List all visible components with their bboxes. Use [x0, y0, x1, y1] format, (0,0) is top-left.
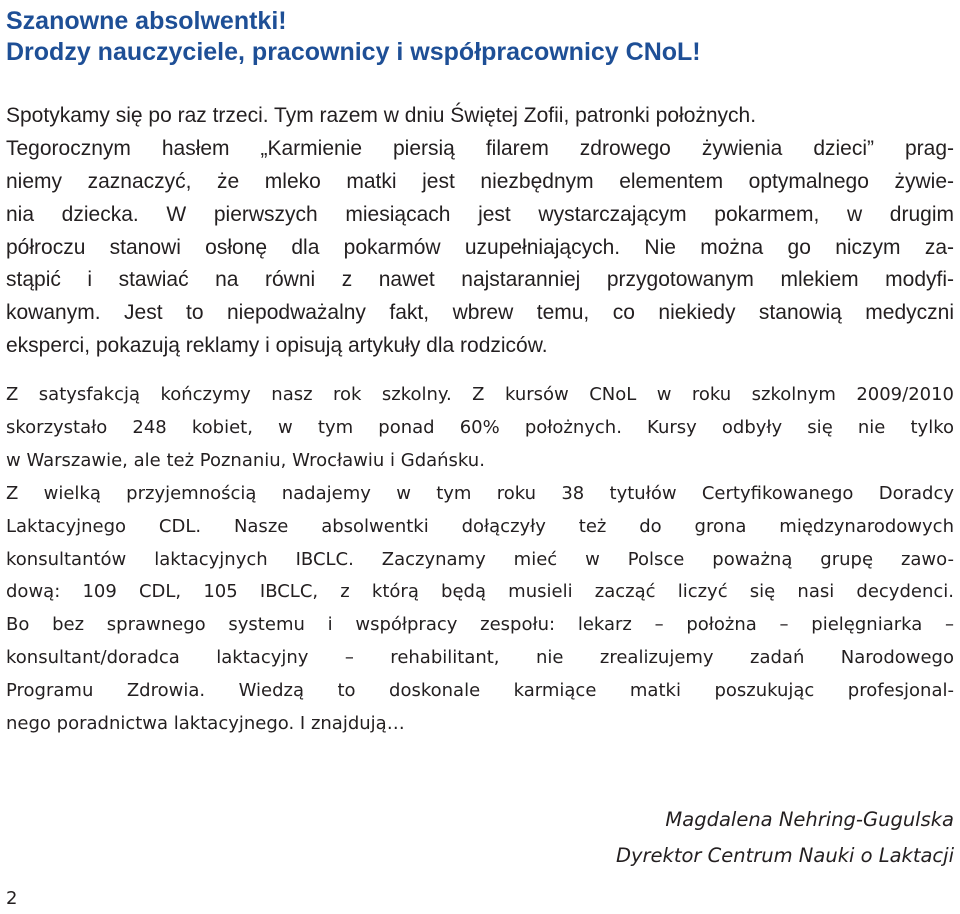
text-line: Bo bez sprawnego systemu i współpracy zespołu: lekarz – położna – pielęgniarka – [6, 614, 954, 636]
text-line: konsultantów laktacyjnych IBCLC. Zaczynamy mieć w Polsce poważną grupę zawo- [6, 548, 954, 570]
text-line: Tegorocznym hasłem „Karmienie piersią filarem zdrowego żywienia dzieci” prag- [6, 136, 954, 160]
greeting-line-1: Szanowne absolwentki! [6, 7, 287, 35]
text-line: dową: 109 CDL, 105 IBCLC, z którą będą musieli zacząć liczyć się nasi decydenci. [6, 581, 954, 603]
text-line: niemy zaznaczyć, że mleko matki jest niezbędnym elementem optymalnego żywie- [6, 169, 954, 193]
page-number: 2 [6, 888, 18, 909]
text-line: w Warszawie, ale też Poznaniu, Wrocławiu i Gdańsku. [6, 449, 485, 471]
greeting-line-2: Drodzy nauczyciele, pracownicy i współpracownicy CNoL! [6, 38, 701, 66]
text-line: półroczu stanowi osłonę dla pokarmów uzupełniających. Nie można go niczym za- [6, 235, 954, 259]
paragraph-1 [6, 100, 954, 363]
text-line: Laktacyjnego CDL. Nasze absolwentki dołączyły też do grona międzynarodowych [6, 515, 954, 537]
text-line: eksperci, pokazują reklamy i opisują artykuły dla rodziców. [6, 334, 548, 358]
text-line: Spotykamy się po raz trzeci. Tym razem w dniu Świętej Zofii, patronki położnych. [6, 104, 757, 127]
text-line: nia dziecka. W pierwszych miesiącach jest wystarczającym pokarmem, w drugim [6, 202, 954, 226]
text-line: nego poradnictwa laktacyjnego. I znajdują… [6, 713, 405, 735]
text-line: Programu Zdrowia. Wiedzą to doskonale karmiące matki poszukując profesjonal- [6, 680, 954, 702]
paragraph-2 [6, 379, 954, 741]
text-line: kowanym. Jest to niepodważalny fakt, wbrew temu, co niekiedy stanowią medyczni [6, 301, 954, 325]
signature-title: Dyrektor Centrum Nauki o Laktacji [615, 844, 954, 867]
text-line: konsultant/doradca laktacyjny – rehabilitant, nie zrealizujemy zadań Narodowego [6, 647, 954, 669]
signature-name: Magdalena Nehring-Gugulska [665, 808, 954, 831]
signature-block [616, 802, 954, 874]
text-line: Z satysfakcją kończymy nasz rok szkolny. Z kursów CNoL w roku szkolnym 2009/2010 [6, 384, 954, 406]
text-line: stąpić i stawiać na równi z nawet najstaranniej przygotowanym mlekiem modyfi- [6, 268, 954, 292]
greeting [6, 6, 701, 68]
paragraph-spacer [6, 363, 954, 379]
text-line: skorzystało 248 kobiet, w tym ponad 60% położnych. Kursy odbyły się nie tylko [6, 417, 954, 439]
text-line: Z wielką przyjemnością nadajemy w tym roku 38 tytułów Certyfikowanego Doradcy [6, 482, 954, 504]
letter-body [6, 100, 954, 741]
